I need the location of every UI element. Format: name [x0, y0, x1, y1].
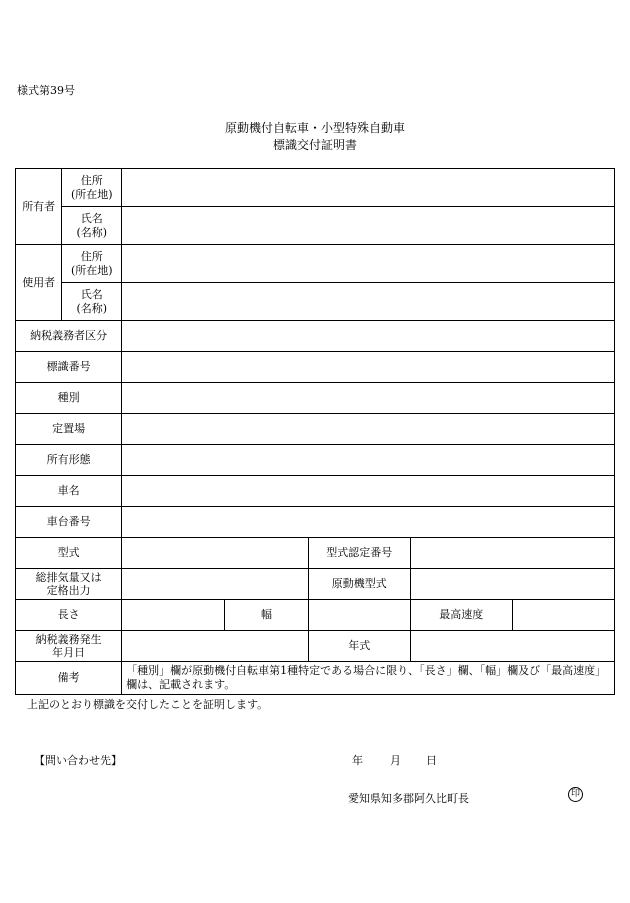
taxpayer-class-label: 納税義務者区分 [16, 321, 122, 352]
taxpayer-class-field[interactable] [122, 321, 615, 352]
model-approval-number-field[interactable] [410, 538, 614, 569]
engine-model-field[interactable] [410, 569, 614, 600]
max-speed-field[interactable] [512, 600, 614, 631]
owner-name-field[interactable] [122, 207, 615, 245]
chassis-number-label: 車台番号 [16, 507, 122, 538]
date-month-label: 月 [390, 754, 401, 767]
owner-address-field[interactable] [122, 169, 615, 207]
chassis-number-field[interactable] [122, 507, 615, 538]
issuer-name: 愛知県知多郡阿久比町長 [348, 792, 469, 805]
owner-address-label: 住所 (所在地) [62, 169, 122, 207]
length-field[interactable] [122, 600, 225, 631]
width-label: 幅 [225, 600, 309, 631]
form-number: 様式第39号 [17, 84, 75, 97]
max-speed-label: 最高速度 [410, 600, 512, 631]
document-title-line2: 標識交付証明書 [272, 138, 357, 152]
certification-statement: 上記のとおり標識を交付したことを証明します。 [27, 698, 269, 711]
owner-label: 所有者 [16, 169, 62, 245]
contact-label: 【問い合わせ先】 [34, 754, 122, 767]
remarks-label: 備考 [16, 662, 122, 695]
remarks-text: 「種別」欄が原動機付自転車第1種特定である場合に限り、「長さ」欄、「幅」欄及び「最高速度」欄は、記載されます。 [122, 662, 615, 695]
model-year-label: 年式 [308, 631, 410, 662]
model-approval-number-label: 型式認定番号 [308, 538, 410, 569]
user-label: 使用者 [16, 245, 62, 321]
tax-date-label: 納税義務発生 年月日 [16, 631, 122, 662]
date-day-label: 日 [426, 754, 437, 767]
plate-number-field[interactable] [122, 352, 615, 383]
category-label: 種別 [16, 383, 122, 414]
plate-number-label: 標識番号 [16, 352, 122, 383]
document-title-line1: 原動機付自転車・小型特殊自動車 [224, 121, 405, 135]
owner-name-label: 氏名 (名称) [62, 207, 122, 245]
user-name-label: 氏名 (名称) [62, 283, 122, 321]
user-address-label: 住所 (所在地) [62, 245, 122, 283]
displacement-field[interactable] [122, 569, 309, 600]
width-field[interactable] [308, 600, 410, 631]
category-field[interactable] [122, 383, 615, 414]
tax-date-field[interactable] [122, 631, 309, 662]
model-year-field[interactable] [410, 631, 614, 662]
date-year-label: 年 [352, 754, 363, 767]
vehicle-name-field[interactable] [122, 476, 615, 507]
storage-place-label: 定置場 [16, 414, 122, 445]
ownership-form-label: 所有形態 [16, 445, 122, 476]
issue-date [352, 752, 437, 768]
displacement-label: 総排気量又は 定格出力 [16, 569, 122, 600]
certificate-form-table [15, 168, 615, 695]
engine-model-label: 原動機型式 [308, 569, 410, 600]
seal-mark: 印 [568, 787, 583, 802]
vehicle-name-label: 車名 [16, 476, 122, 507]
model-label: 型式 [16, 538, 122, 569]
ownership-form-field[interactable] [122, 445, 615, 476]
storage-place-field[interactable] [122, 414, 615, 445]
length-label: 長さ [16, 600, 122, 631]
user-name-field[interactable] [122, 283, 615, 321]
user-address-field[interactable] [122, 245, 615, 283]
model-field[interactable] [122, 538, 309, 569]
